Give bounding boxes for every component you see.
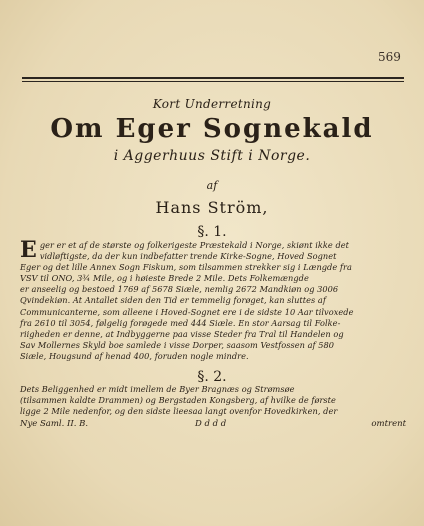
paragraph-line: ligge 2 Mile nedenfor, og den sidste lieesaa langt ovenfor Hovedkirken, der — [20, 406, 338, 417]
paragraph-line: ger er et af de største og folkerigeste Præstekald i Norge, skiønt ikke det — [39, 240, 349, 250]
page-number: 569 — [378, 50, 401, 64]
paragraph-line: Sav Mollernes Skyld boe samlede i visse Dorper, saasom Vestfossen af 580 — [20, 339, 335, 350]
footer-series: Nye Saml. II. B. — [20, 419, 89, 429]
paragraph-line: Siæle, Hougsund af henad 400, foruden nogle mindre. — [20, 350, 249, 361]
paragraph-line: fra 2610 til 3054, følgelig forøgede med 444 Siæle. En stor Aarsag til Folke- — [20, 317, 341, 328]
byline-prefix: af — [206, 179, 218, 192]
paragraph-line: er anseelig og bestoed 1769 af 5678 Siæle, nemlig 2672 Mandkiøn og 3006 — [20, 284, 339, 295]
paragraph-line: Communicanterne, som alleene i Hoved-Sognet ere i de sidste 10 Aar tilvoxede — [20, 306, 354, 317]
title-kicker: Kort Underretning — [152, 97, 272, 111]
paragraph-line: riigheden er denne, at Indbyggerne paa visse Steder fra Tral til Handelen og — [20, 328, 344, 339]
paragraph-line: Dets Beliggenhed er midt imellem de Byer Bragnæs og Strømsøe — [20, 384, 295, 394]
footer-catchword: omtrent — [371, 419, 406, 429]
paragraph-line: Eger og det lille Annex Sogn Fiskum, som tilsammen strekker sig i Længde fra — [20, 262, 352, 273]
author-name: Hans Ström, — [155, 198, 269, 217]
section-heading-2: §. 2. — [197, 369, 227, 385]
paragraph-2 — [20, 384, 406, 417]
paragraph-line: VSV til ONO, 3¾ Mile, og i høieste Brede 2 Mile. Dets Folkemængde — [20, 273, 309, 284]
paragraph-line: vidløftigste, da der kun indbefatter trende Kirke-Sogne, Hoved Sognet — [39, 251, 337, 262]
paragraph-1 — [20, 237, 406, 362]
header-rule-thin — [22, 81, 404, 82]
page-subtitle: i Aggerhuus Stift i Norge. — [113, 148, 311, 164]
paragraph-line: (tilsammen kaldte Drammen) og Bergstaden Kongsberg, af hvilke de første — [20, 395, 336, 406]
paragraph-line: Qvindekiøn. At Antallet siden den Tid er temmelig forøget, kan sluttes af — [20, 295, 326, 306]
section-heading-1: §. 1. — [197, 224, 227, 240]
page-title: Om Eger Sognekald — [50, 114, 374, 144]
header-rule — [22, 77, 404, 79]
drop-cap: E — [20, 237, 37, 263]
footer-signature: D d d d — [195, 419, 227, 429]
